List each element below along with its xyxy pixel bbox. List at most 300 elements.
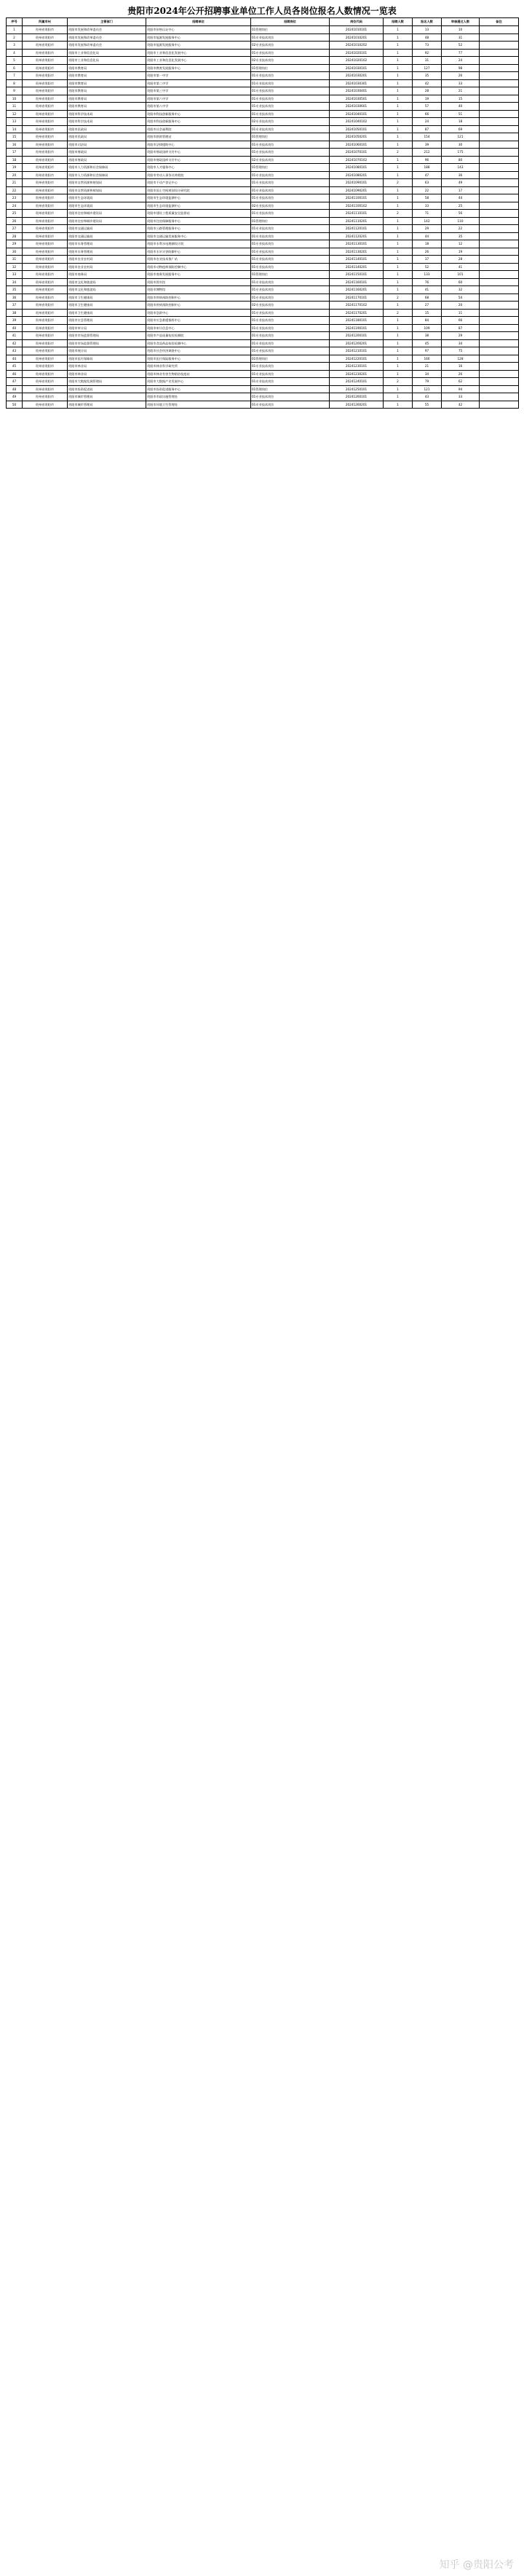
- table-cell: 贵州省贵阳市: [23, 256, 68, 264]
- table-cell: 贵阳市投资促进局: [68, 385, 146, 393]
- table-cell: 01专业技术岗位: [251, 49, 330, 57]
- table-row: [7, 256, 519, 264]
- table-row: [7, 34, 519, 42]
- table-cell: 贵阳市工业和信息化局: [68, 57, 146, 65]
- table-cell: [480, 26, 519, 34]
- table-cell: 20241050201: [330, 133, 384, 141]
- table-cell: 1: [384, 57, 413, 65]
- table-cell: 1: [384, 72, 413, 80]
- table-row: [7, 26, 519, 34]
- table-cell: 1: [384, 186, 413, 194]
- table-cell: 贵阳市城市管理局: [68, 393, 146, 401]
- table-cell: 01专业技术岗位: [251, 401, 330, 409]
- table-row: [7, 332, 519, 340]
- column-header: 报名人数: [413, 18, 442, 26]
- table-row: [7, 171, 519, 179]
- table-cell: 贵阳市工业和信息化发展中心: [146, 49, 251, 57]
- table-cell: 1: [384, 232, 413, 240]
- table-cell: [480, 217, 519, 225]
- table-cell: 01专业技术岗位: [251, 87, 330, 95]
- table-cell: 贵阳市教育局: [68, 72, 146, 80]
- table-row: [7, 64, 519, 72]
- table-cell: [480, 72, 519, 80]
- table-cell: 贵阳市农业农村局: [68, 256, 146, 264]
- table-cell: 1: [384, 133, 413, 141]
- table-cell: 01专业技术岗位: [251, 72, 330, 80]
- table-cell: [480, 294, 519, 302]
- table-cell: 66: [442, 317, 480, 325]
- table-row: [7, 210, 519, 218]
- table-cell: [480, 141, 519, 149]
- table-cell: 20241160101: [330, 278, 384, 286]
- table-cell: [480, 339, 519, 347]
- table-cell: 40: [7, 324, 23, 332]
- table-cell: 01专业技术岗位: [251, 278, 330, 286]
- table-cell: 01专业技术岗位: [251, 171, 330, 179]
- table-cell: 贵阳市水旱灾害防御中心: [146, 248, 251, 256]
- table-cell: 贵州省贵阳市: [23, 110, 68, 118]
- table-cell: 2: [7, 34, 23, 42]
- table-cell: 143: [442, 164, 480, 172]
- table-cell: 39: [413, 141, 442, 149]
- table-cell: 1: [384, 103, 413, 111]
- table-cell: 77: [442, 49, 480, 57]
- table-cell: 贵州省贵阳市: [23, 210, 68, 218]
- table-cell: 32: [442, 286, 480, 294]
- table-cell: 20241080201: [330, 171, 384, 179]
- table-cell: [480, 378, 519, 386]
- table-cell: 01专业技术岗位: [251, 34, 330, 42]
- table-cell: 1: [384, 118, 413, 126]
- table-cell: 贵阳市教育局: [68, 95, 146, 103]
- table-cell: [480, 79, 519, 87]
- table-cell: 41: [413, 286, 442, 294]
- table-row: [7, 263, 519, 271]
- table-cell: 贵阳市劳动人事争议仲裁院: [146, 171, 251, 179]
- table-cell: 1: [384, 164, 413, 172]
- table-cell: 贵阳市教育局: [68, 103, 146, 111]
- table-cell: 01专业技术岗位: [251, 294, 330, 302]
- table-cell: 71: [413, 210, 442, 218]
- table-cell: 贵阳市发展和改革委员会: [68, 26, 146, 34]
- table-cell: 贵阳市科技创新服务中心: [146, 110, 251, 118]
- table-row: [7, 302, 519, 310]
- table-cell: 56: [442, 210, 480, 218]
- table-cell: 贵阳市审计局: [68, 324, 146, 332]
- table-cell: [480, 370, 519, 378]
- table-cell: 贵阳市科学技术局: [68, 110, 146, 118]
- table-cell: 20241190101: [330, 324, 384, 332]
- table-cell: 贵阳市图书馆: [146, 278, 251, 286]
- table-cell: 12: [7, 110, 23, 118]
- table-cell: 贵州省贵阳市: [23, 57, 68, 65]
- table-cell: 01专业技术岗位: [251, 149, 330, 157]
- table-cell: 贵阳市能源发展服务中心: [146, 34, 251, 42]
- table-row: [7, 202, 519, 210]
- table-cell: 2: [384, 309, 413, 317]
- table-cell: 01专业技术岗位: [251, 263, 330, 271]
- table-row: [7, 324, 519, 332]
- table-cell: 贵州省贵阳市: [23, 156, 68, 164]
- table-cell: 贵州省贵阳市: [23, 332, 68, 340]
- table-cell: 贵阳市林业有害生物防治检疫站: [146, 370, 251, 378]
- table-cell: [480, 164, 519, 172]
- table-cell: 212: [413, 149, 442, 157]
- table-cell: 42: [413, 79, 442, 87]
- table-cell: 贵阳市食品药品检验检测中心: [146, 339, 251, 347]
- table-cell: [480, 210, 519, 218]
- table-cell: 01专业技术岗位: [251, 332, 330, 340]
- table-cell: 13: [7, 118, 23, 126]
- table-cell: 贵州省贵阳市: [23, 385, 68, 393]
- table-cell: [480, 225, 519, 233]
- table-row: [7, 110, 519, 118]
- table-cell: [480, 171, 519, 179]
- column-header: 主管部门: [68, 18, 146, 26]
- table-cell: 11: [7, 103, 23, 111]
- table-cell: 贵州省贵阳市: [23, 141, 68, 149]
- table-cell: 贵阳市疾病预防控制中心: [146, 302, 251, 310]
- table-cell: 68: [413, 294, 442, 302]
- table-cell: 贵阳市文化和旅游局: [68, 278, 146, 286]
- table-cell: 20241090201: [330, 186, 384, 194]
- table-row: [7, 118, 519, 126]
- table-cell: 贵阳市环境卫生管理处: [146, 401, 251, 409]
- table-cell: 48: [413, 34, 442, 42]
- table-cell: 贵阳市国土空间规划设计研究院: [146, 186, 251, 194]
- table-cell: 贵州省贵阳市: [23, 42, 68, 50]
- table-row: [7, 378, 519, 386]
- table-cell: 贵阳市不动产登记中心: [146, 179, 251, 187]
- table-cell: 贵州省贵阳市: [23, 339, 68, 347]
- table-cell: 贵阳市农业农村局: [68, 263, 146, 271]
- table-cell: 52: [442, 42, 480, 50]
- table-cell: 1: [384, 324, 413, 332]
- table-cell: 20241180101: [330, 317, 384, 325]
- table-cell: 贵阳市市政设施管理处: [146, 393, 251, 401]
- table-cell: 1: [384, 332, 413, 340]
- column-header: 招聘岗位: [251, 18, 330, 26]
- table-cell: 贵阳市医疗保险服务中心: [146, 355, 251, 363]
- table-row: [7, 278, 519, 286]
- table-cell: 28: [442, 256, 480, 264]
- table-cell: [480, 393, 519, 401]
- table-cell: 60: [442, 278, 480, 286]
- table-cell: 1: [384, 317, 413, 325]
- table-cell: 6: [7, 64, 23, 72]
- table-cell: 贵阳市卫生健康局: [68, 309, 146, 317]
- table-cell: 110: [442, 217, 480, 225]
- table-cell: 贵州省贵阳市: [23, 49, 68, 57]
- table-row: [7, 286, 519, 294]
- table-cell: 贵阳市第八中学: [146, 103, 251, 111]
- table-cell: 1: [384, 385, 413, 393]
- table-cell: 贵阳市疾病预防控制中心: [146, 294, 251, 302]
- watermark: 知乎 @贵阳公考: [439, 2559, 514, 2571]
- table-cell: 1: [384, 393, 413, 401]
- table-cell: 贵阳市救助管理站: [146, 133, 251, 141]
- table-cell: 69: [442, 125, 480, 133]
- table-cell: 贵州省贵阳市: [23, 355, 68, 363]
- table-cell: 贵阳市大数据产业发展中心: [146, 378, 251, 386]
- table-cell: 101: [442, 271, 480, 279]
- table-cell: 20241130101: [330, 240, 384, 248]
- table-cell: [480, 385, 519, 393]
- column-header: 备注: [480, 18, 519, 26]
- table-cell: 贵州省贵阳市: [23, 186, 68, 194]
- table-cell: 01管理岗位: [251, 271, 330, 279]
- table-row: [7, 363, 519, 371]
- table-cell: 01专业技术岗位: [251, 110, 330, 118]
- table-cell: 贵州省贵阳市: [23, 347, 68, 355]
- table-cell: 02专业技术岗位: [251, 118, 330, 126]
- table-row: [7, 72, 519, 80]
- table-cell: 贵阳市生态环境监测中心: [146, 202, 251, 210]
- table-cell: 25: [442, 202, 480, 210]
- table-cell: 30: [442, 141, 480, 149]
- table-cell: 22: [413, 186, 442, 194]
- table-row: [7, 149, 519, 157]
- table-cell: 3: [7, 42, 23, 50]
- table-cell: 127: [413, 64, 442, 72]
- table-cell: 贵阳市水务管理局: [68, 248, 146, 256]
- table-cell: 1: [384, 401, 413, 409]
- table-cell: 01专业技术岗位: [251, 248, 330, 256]
- table-cell: 2: [384, 294, 413, 302]
- table-cell: 20241030201: [330, 72, 384, 80]
- table-cell: 51: [442, 110, 480, 118]
- table-cell: 20241080101: [330, 164, 384, 172]
- table-row: [7, 133, 519, 141]
- table-cell: 贵阳市商务局: [68, 271, 146, 279]
- table-cell: [480, 317, 519, 325]
- table-cell: [480, 363, 519, 371]
- table-cell: 贵州省贵阳市: [23, 171, 68, 179]
- table-cell: 贵州省贵阳市: [23, 393, 68, 401]
- table-cell: 48: [7, 385, 23, 393]
- table-cell: 贵州省贵阳市: [23, 271, 68, 279]
- table-row: [7, 179, 519, 187]
- table-cell: 01专业技术岗位: [251, 393, 330, 401]
- table-cell: 20241260201: [330, 401, 384, 409]
- table-cell: 1: [384, 355, 413, 363]
- table-cell: [480, 95, 519, 103]
- table-row: [7, 42, 519, 50]
- table-cell: 26: [7, 217, 23, 225]
- table-row: [7, 186, 519, 194]
- table-cell: 73: [413, 42, 442, 50]
- table-cell: 贵州省贵阳市: [23, 64, 68, 72]
- table-row: [7, 95, 519, 103]
- table-cell: 50: [7, 401, 23, 409]
- table-cell: 94: [442, 385, 480, 393]
- table-cell: 01管理岗位: [251, 164, 330, 172]
- table-cell: 1: [384, 79, 413, 87]
- table-cell: 8: [7, 79, 23, 87]
- table-cell: 43: [413, 393, 442, 401]
- table-cell: 贵阳市科学技术局: [68, 118, 146, 126]
- table-cell: 33: [442, 79, 480, 87]
- table-cell: 贵阳市住房和城乡建设局: [68, 210, 146, 218]
- table-cell: 63: [413, 179, 442, 187]
- table-cell: 01专业技术岗位: [251, 103, 330, 111]
- table-cell: 20241030301: [330, 79, 384, 87]
- table-cell: 贵阳市财政国库支付中心: [146, 149, 251, 157]
- table-cell: 20241100102: [330, 202, 384, 210]
- table-cell: [480, 286, 519, 294]
- table-cell: 14: [7, 125, 23, 133]
- table-cell: 1: [7, 26, 23, 34]
- table-cell: 贵州省贵阳市: [23, 87, 68, 95]
- table-cell: 1: [384, 141, 413, 149]
- table-cell: [480, 271, 519, 279]
- table-cell: 贵阳市教育发展服务中心: [146, 64, 251, 72]
- table-cell: 贵阳市社会经济调查中心: [146, 347, 251, 355]
- table-cell: 01专业技术岗位: [251, 317, 330, 325]
- table-cell: 贵阳市社会福利院: [146, 125, 251, 133]
- table-cell: 29: [413, 225, 442, 233]
- table-cell: 22: [442, 225, 480, 233]
- table-cell: [480, 202, 519, 210]
- table-row: [7, 141, 519, 149]
- table-cell: 1: [384, 370, 413, 378]
- table-cell: 贵阳市医疗保障局: [68, 355, 146, 363]
- table-cell: 17: [7, 149, 23, 157]
- table-cell: 贵阳市教育局: [68, 64, 146, 72]
- table-cell: 20241250101: [330, 385, 384, 393]
- table-cell: 20241230101: [330, 363, 384, 371]
- table-cell: 20241140201: [330, 263, 384, 271]
- table-cell: 20241130201: [330, 248, 384, 256]
- table-cell: 1: [384, 302, 413, 310]
- table-cell: 1: [384, 49, 413, 57]
- table-cell: 54: [442, 294, 480, 302]
- table-cell: 20241200201: [330, 339, 384, 347]
- table-cell: 55: [413, 401, 442, 409]
- table-cell: 22: [7, 186, 23, 194]
- table-cell: 1: [384, 87, 413, 95]
- table-cell: 2: [384, 378, 413, 386]
- table-cell: 44: [7, 355, 23, 363]
- table-cell: 44: [442, 194, 480, 202]
- table-cell: 贵阳市科技创新服务中心: [146, 118, 251, 126]
- table-cell: 1: [384, 240, 413, 248]
- table-cell: [480, 87, 519, 95]
- table-cell: 贵州省贵阳市: [23, 26, 68, 34]
- table-cell: 24: [7, 202, 23, 210]
- table-cell: 20: [442, 302, 480, 310]
- table-cell: 贵州省贵阳市: [23, 194, 68, 202]
- table-cell: 01专业技术岗位: [251, 186, 330, 194]
- table-row: [7, 217, 519, 225]
- table-cell: 2: [384, 210, 413, 218]
- table-cell: 01专业技术岗位: [251, 125, 330, 133]
- table-row: [7, 194, 519, 202]
- table-cell: 贵阳市建设工程质量安全监督站: [146, 210, 251, 218]
- table-cell: 21: [413, 363, 442, 371]
- table-cell: 贵阳市发展和改革委员会: [68, 42, 146, 50]
- table-cell: 142: [413, 217, 442, 225]
- table-cell: 贵州省贵阳市: [23, 286, 68, 294]
- table-cell: 19: [413, 95, 442, 103]
- table-cell: 1: [384, 248, 413, 256]
- table-cell: 27: [7, 225, 23, 233]
- table-cell: [480, 156, 519, 164]
- table-cell: 52: [413, 263, 442, 271]
- table-cell: 1: [384, 271, 413, 279]
- table-cell: 18: [7, 156, 23, 164]
- table-cell: 贵州省贵阳市: [23, 217, 68, 225]
- table-cell: 34: [442, 339, 480, 347]
- table-cell: 12: [442, 240, 480, 248]
- table-cell: 01管理岗位: [251, 26, 330, 34]
- table-row: [7, 317, 519, 325]
- table-cell: 20241150101: [330, 271, 384, 279]
- table-cell: 贵阳市市场监督管理局: [68, 332, 146, 340]
- table-cell: 1: [384, 263, 413, 271]
- table-cell: 贵州省贵阳市: [23, 240, 68, 248]
- table-cell: 49: [442, 179, 480, 187]
- table-cell: 01专业技术岗位: [251, 370, 330, 378]
- table-row: [7, 385, 519, 393]
- table-cell: [480, 118, 519, 126]
- table-cell: 28: [7, 232, 23, 240]
- table-cell: 贵州省贵阳市: [23, 324, 68, 332]
- table-cell: 贵州省贵阳市: [23, 248, 68, 256]
- table-cell: 121: [413, 385, 442, 393]
- table-cell: 19: [7, 164, 23, 172]
- table-cell: 20241240101: [330, 378, 384, 386]
- table-cell: 01专业技术岗位: [251, 286, 330, 294]
- table-cell: 25: [7, 210, 23, 218]
- table-cell: 57: [413, 103, 442, 111]
- table-cell: 10: [442, 26, 480, 34]
- table-cell: 2: [384, 179, 413, 187]
- table-cell: 20241010202: [330, 42, 384, 50]
- table-row: [7, 79, 519, 87]
- table-cell: 贵州省贵阳市: [23, 103, 68, 111]
- table-cell: 贵阳市法律援助中心: [146, 141, 251, 149]
- table-cell: 11: [442, 309, 480, 317]
- table-cell: 02专业技术岗位: [251, 302, 330, 310]
- table-cell: 133: [413, 271, 442, 279]
- table-cell: 9: [7, 87, 23, 95]
- table-cell: [480, 64, 519, 72]
- table-cell: 贵阳市市场监督管理局: [68, 339, 146, 347]
- page-title: 贵阳市2024年公开招聘事业单位工作人员各岗位报名人数情况一览表: [127, 6, 397, 16]
- table-cell: 42: [7, 339, 23, 347]
- table-cell: 75: [442, 347, 480, 355]
- table-cell: 贵州省贵阳市: [23, 278, 68, 286]
- table-cell: 45: [7, 363, 23, 371]
- table-cell: 1: [384, 171, 413, 179]
- table-cell: 20241100101: [330, 194, 384, 202]
- table-cell: 33: [442, 393, 480, 401]
- table-cell: 贵州省贵阳市: [23, 263, 68, 271]
- table-row: [7, 225, 519, 233]
- table-cell: 01专业技术岗位: [251, 95, 330, 103]
- table-cell: 79: [413, 378, 442, 386]
- table-cell: 41: [7, 332, 23, 340]
- table-row: [7, 339, 519, 347]
- table-cell: 贵阳市生态环境局: [68, 194, 146, 202]
- table-cell: 35: [413, 72, 442, 80]
- table-cell: 84: [413, 317, 442, 325]
- table-cell: 92: [413, 49, 442, 57]
- table-row: [7, 355, 519, 363]
- table-cell: 20241170201: [330, 309, 384, 317]
- table-cell: 10: [7, 95, 23, 103]
